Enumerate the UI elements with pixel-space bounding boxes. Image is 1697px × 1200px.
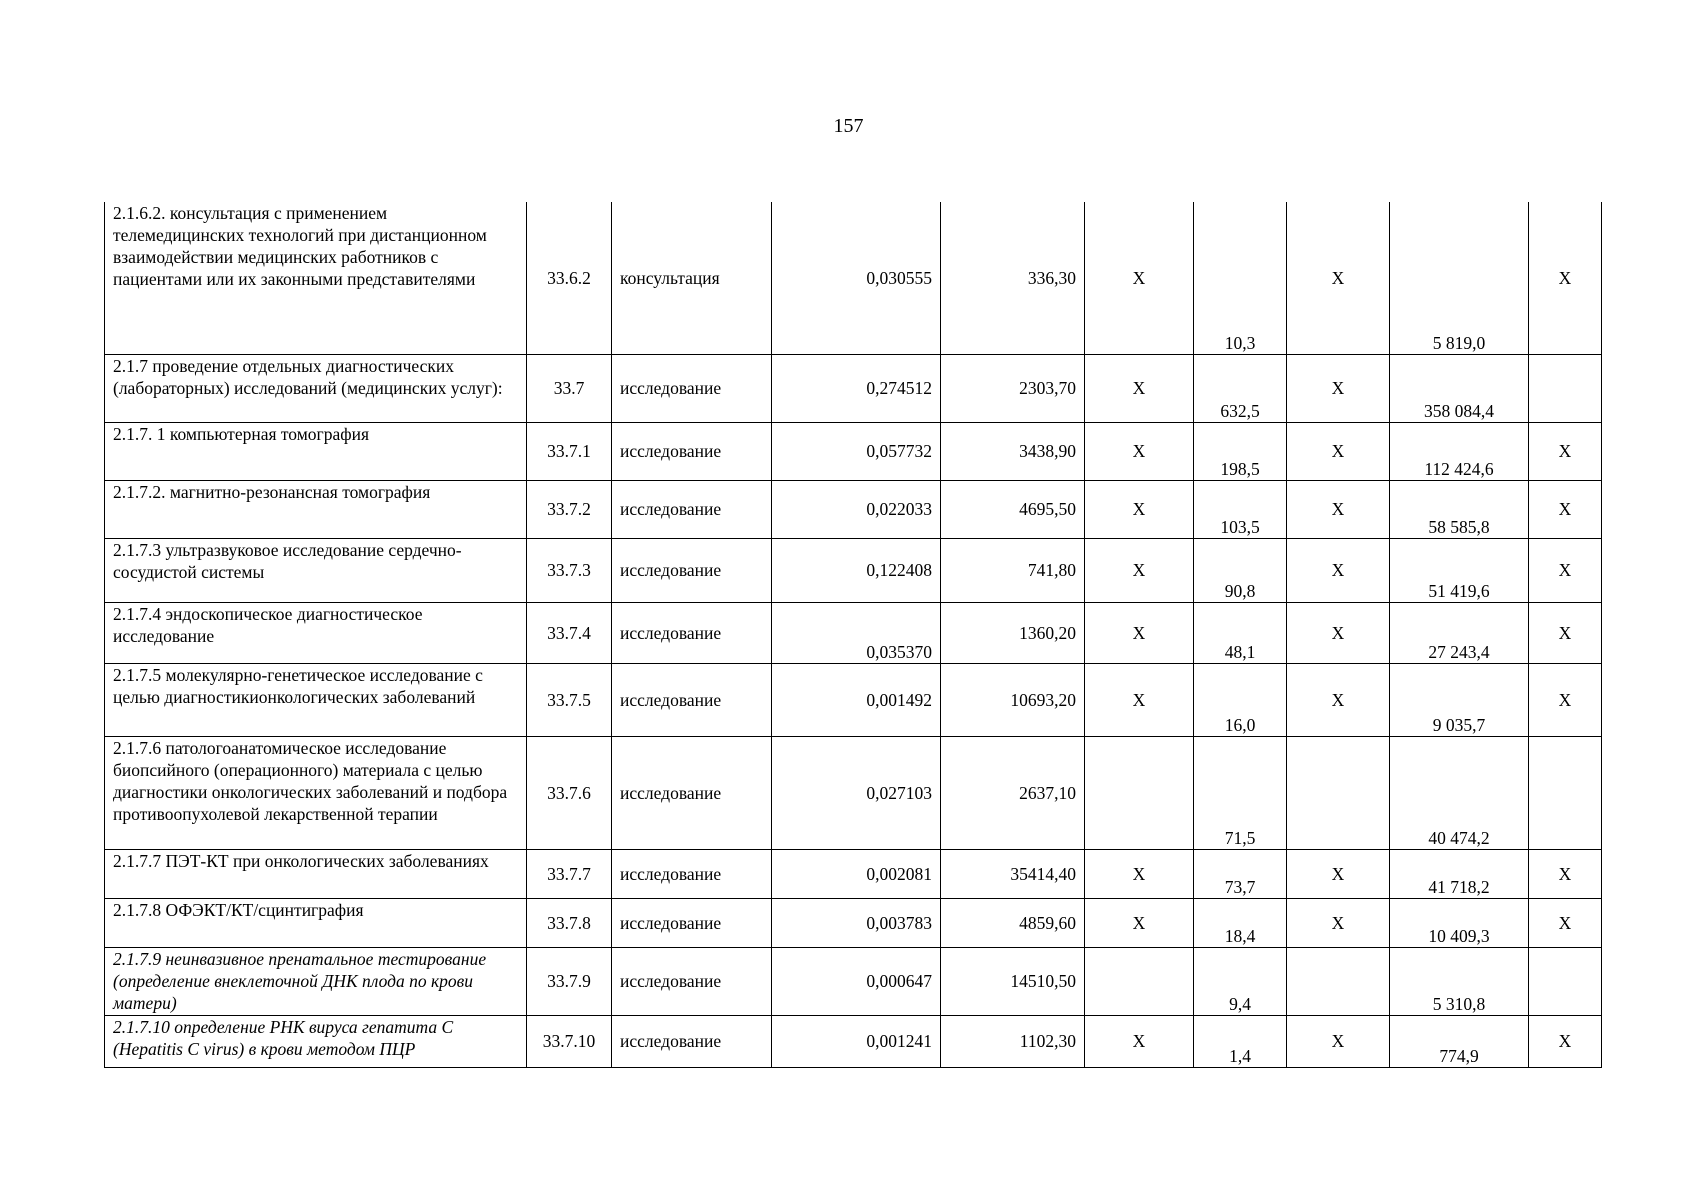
- service-code: 33.7.5: [527, 663, 612, 736]
- col7-value: 73,7: [1194, 849, 1287, 898]
- unit-of-measure: исследование: [612, 422, 772, 480]
- col8-value: X: [1287, 202, 1390, 354]
- volume-norm: 0,057732: [772, 422, 941, 480]
- col10-value: [1529, 947, 1602, 1015]
- service-code: 33.6.2: [527, 202, 612, 354]
- col9-value: 27 243,4: [1390, 602, 1529, 663]
- unit-of-measure: исследование: [612, 1015, 772, 1067]
- unit-of-measure: исследование: [612, 947, 772, 1015]
- col8-value: X: [1287, 898, 1390, 947]
- col9-value: 5 310,8: [1390, 947, 1529, 1015]
- cost-norm: 741,80: [941, 538, 1085, 602]
- col10-value: X: [1529, 480, 1602, 538]
- service-name: 2.1.7.2. магнитно-резонансная томография: [105, 480, 527, 538]
- col6-value: X: [1085, 202, 1194, 354]
- col10-value: [1529, 736, 1602, 849]
- table-row: [105, 354, 1602, 422]
- service-code: 33.7.7: [527, 849, 612, 898]
- col9-value: 9 035,7: [1390, 663, 1529, 736]
- table-row: [105, 736, 1602, 849]
- cost-norm: 336,30: [941, 202, 1085, 354]
- service-code: 33.7.8: [527, 898, 612, 947]
- col8-value: X: [1287, 602, 1390, 663]
- col10-value: X: [1529, 849, 1602, 898]
- col9-value: 10 409,3: [1390, 898, 1529, 947]
- col8-value: [1287, 947, 1390, 1015]
- service-name: 2.1.6.2. консультация с применением телемедицинских технологий при дистанционном взаимодействии медицинских работников с пациентами или их законными представителями: [105, 202, 527, 354]
- cost-norm: 35414,40: [941, 849, 1085, 898]
- table-row: [105, 602, 1602, 663]
- col7-value: 9,4: [1194, 947, 1287, 1015]
- service-name: 2.1.7.9 неинвазивное пренатальное тестирование (определение внеклеточной ДНК плода по крови матери): [105, 947, 527, 1015]
- col9-value: 112 424,6: [1390, 422, 1529, 480]
- volume-norm: 0,030555: [772, 202, 941, 354]
- col7-value: 103,5: [1194, 480, 1287, 538]
- volume-norm: 0,002081: [772, 849, 941, 898]
- col8-value: [1287, 736, 1390, 849]
- col8-value: X: [1287, 354, 1390, 422]
- col6-value: X: [1085, 354, 1194, 422]
- unit-of-measure: исследование: [612, 736, 772, 849]
- unit-of-measure: исследование: [612, 849, 772, 898]
- col6-value: X: [1085, 538, 1194, 602]
- unit-of-measure: исследование: [612, 898, 772, 947]
- unit-of-measure: исследование: [612, 354, 772, 422]
- service-name: 2.1.7. 1 компьютерная томография: [105, 422, 527, 480]
- service-name: 2.1.7.3 ультразвуковое исследование сердечно-сосудистой системы: [105, 538, 527, 602]
- unit-of-measure: исследование: [612, 480, 772, 538]
- service-code: 33.7.4: [527, 602, 612, 663]
- cost-norm: 2303,70: [941, 354, 1085, 422]
- col10-value: X: [1529, 538, 1602, 602]
- service-name: 2.1.7.6 патологоанатомическое исследование биопсийного (операционного) материала с целью диагностики онкологических заболеваний и подбора противоопухолевой лекарственной терапии: [105, 736, 527, 849]
- col6-value: [1085, 736, 1194, 849]
- col9-value: 41 718,2: [1390, 849, 1529, 898]
- col6-value: X: [1085, 663, 1194, 736]
- unit-of-measure: консультация: [612, 202, 772, 354]
- col10-value: X: [1529, 898, 1602, 947]
- col10-value: X: [1529, 663, 1602, 736]
- table-row: [105, 202, 1602, 354]
- col7-value: 198,5: [1194, 422, 1287, 480]
- col7-value: 90,8: [1194, 538, 1287, 602]
- service-code: 33.7.1: [527, 422, 612, 480]
- col8-value: X: [1287, 538, 1390, 602]
- col10-value: X: [1529, 1015, 1602, 1067]
- table-row: [105, 480, 1602, 538]
- volume-norm: 0,274512: [772, 354, 941, 422]
- unit-of-measure: исследование: [612, 663, 772, 736]
- service-name: 2.1.7.10 определение РНК вируса гепатита С (Hepatitis C virus) в крови методом ПЦР: [105, 1015, 527, 1067]
- col7-value: 632,5: [1194, 354, 1287, 422]
- cost-norm: 4859,60: [941, 898, 1085, 947]
- services-table: [104, 202, 1602, 1068]
- unit-of-measure: исследование: [612, 538, 772, 602]
- col10-value: X: [1529, 202, 1602, 354]
- col8-value: X: [1287, 663, 1390, 736]
- volume-norm: 0,000647: [772, 947, 941, 1015]
- col7-value: 71,5: [1194, 736, 1287, 849]
- col7-value: 1,4: [1194, 1015, 1287, 1067]
- col7-value: 18,4: [1194, 898, 1287, 947]
- service-code: 33.7.10: [527, 1015, 612, 1067]
- col6-value: [1085, 947, 1194, 1015]
- volume-norm: 0,001241: [772, 1015, 941, 1067]
- col8-value: X: [1287, 1015, 1390, 1067]
- service-name: 2.1.7.7 ПЭТ-КТ при онкологических заболеваниях: [105, 849, 527, 898]
- volume-norm: 0,027103: [772, 736, 941, 849]
- volume-norm: 0,022033: [772, 480, 941, 538]
- col8-value: X: [1287, 480, 1390, 538]
- table-row: [105, 663, 1602, 736]
- service-code: 33.7.9: [527, 947, 612, 1015]
- col6-value: X: [1085, 1015, 1194, 1067]
- table-row: [105, 538, 1602, 602]
- service-name: 2.1.7.8 ОФЭКТ/КТ/сцинтиграфия: [105, 898, 527, 947]
- table-row: [105, 849, 1602, 898]
- col9-value: 774,9: [1390, 1015, 1529, 1067]
- col10-value: [1529, 354, 1602, 422]
- col6-value: X: [1085, 602, 1194, 663]
- service-code: 33.7.2: [527, 480, 612, 538]
- col7-value: 10,3: [1194, 202, 1287, 354]
- volume-norm: 0,001492: [772, 663, 941, 736]
- service-code: 33.7.6: [527, 736, 612, 849]
- service-name: 2.1.7.5 молекулярно-генетическое исследование с целью диагностикионкологических заболеваний: [105, 663, 527, 736]
- volume-norm: 0,003783: [772, 898, 941, 947]
- col6-value: X: [1085, 422, 1194, 480]
- volume-norm: 0,122408: [772, 538, 941, 602]
- col10-value: X: [1529, 602, 1602, 663]
- col6-value: X: [1085, 898, 1194, 947]
- col9-value: 40 474,2: [1390, 736, 1529, 849]
- cost-norm: 1360,20: [941, 602, 1085, 663]
- col9-value: 51 419,6: [1390, 538, 1529, 602]
- col6-value: X: [1085, 849, 1194, 898]
- table-row: [105, 947, 1602, 1015]
- col10-value: X: [1529, 422, 1602, 480]
- service-code: 33.7: [527, 354, 612, 422]
- unit-of-measure: исследование: [612, 602, 772, 663]
- col7-value: 16,0: [1194, 663, 1287, 736]
- volume-norm: 0,035370: [772, 602, 941, 663]
- col6-value: X: [1085, 480, 1194, 538]
- service-name: 2.1.7.4 эндоскопическое диагностическое исследование: [105, 602, 527, 663]
- table-row: [105, 898, 1602, 947]
- col9-value: 5 819,0: [1390, 202, 1529, 354]
- service-name: 2.1.7 проведение отдельных диагностических (лабораторных) исследований (медицинских услуг):: [105, 354, 527, 422]
- service-code: 33.7.3: [527, 538, 612, 602]
- col9-value: 358 084,4: [1390, 354, 1529, 422]
- col8-value: X: [1287, 849, 1390, 898]
- cost-norm: 2637,10: [941, 736, 1085, 849]
- cost-norm: 14510,50: [941, 947, 1085, 1015]
- table-row: [105, 1015, 1602, 1067]
- col9-value: 58 585,8: [1390, 480, 1529, 538]
- table-row: [105, 422, 1602, 480]
- page-number: 157: [833, 115, 864, 137]
- cost-norm: 1102,30: [941, 1015, 1085, 1067]
- cost-norm: 3438,90: [941, 422, 1085, 480]
- cost-norm: 4695,50: [941, 480, 1085, 538]
- col8-value: X: [1287, 422, 1390, 480]
- col7-value: 48,1: [1194, 602, 1287, 663]
- cost-norm: 10693,20: [941, 663, 1085, 736]
